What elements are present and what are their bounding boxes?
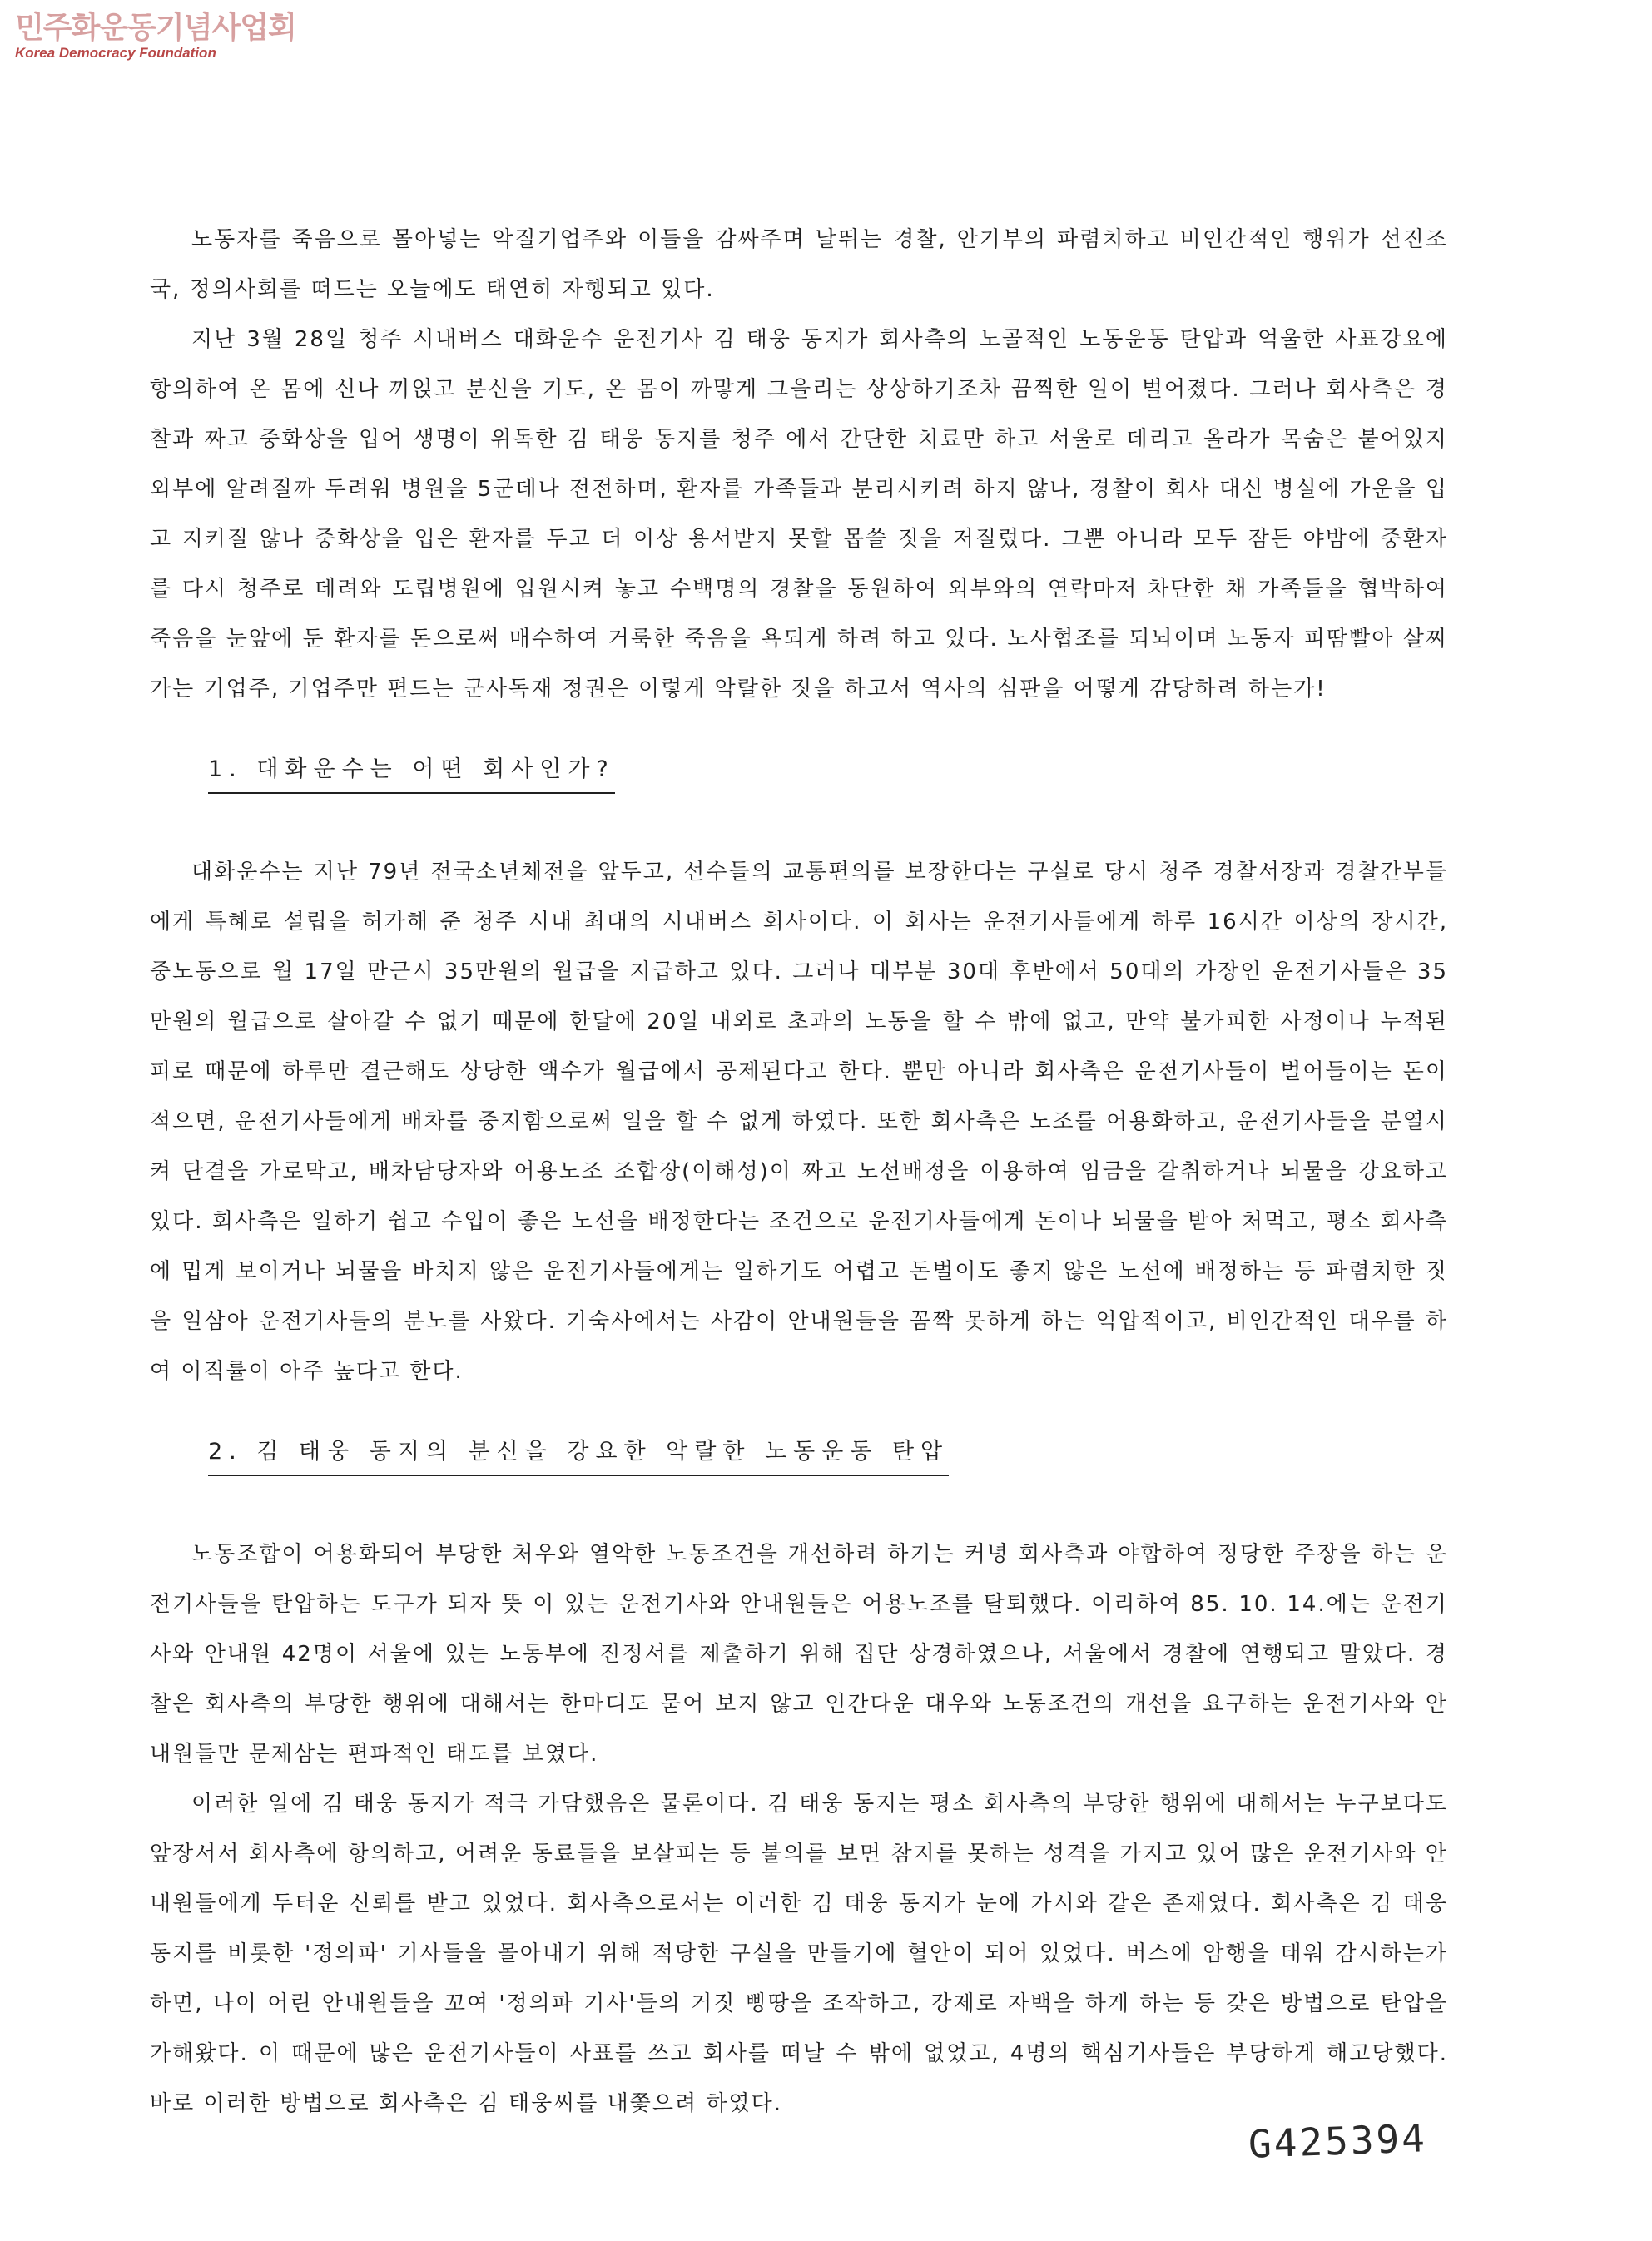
section-1-heading: 1. 대화운수는 어떤 회사인가? [208,747,615,794]
section-1-paragraph-1: 대화운수는 지난 79년 전국소년체전을 앞두고, 선수들의 교통편의를 보장한다는 구실로 당시 청주 경찰서장과 경찰간부들에게 특혜로 설립을 허가해 준 청주 시내 최대의 시내버스 회사이다. 이 회사는 운전기사들에게 하루 16시간 이상의 장시간, 중노동으로 월 17일 만근시 35만원의 월급을 지급하고 있다. 그러나 대부분 30대 후반에서 50대의 가장인 운전기사들은 35만원의 월급으로 살아갈 수 없기 때문에 한달에 20일 내외로 초과의 노동을 할 수 밖에 없고, 만약 불가피한 사정이나 누적된 피로 때문에 하루만 결근해도 상당한 액수가 월급에서 공제된다고 한다. 뿐만 아니라 회사측은 운전기사들이 벌어들이는 돈이 적으면, 운전기사들에게 배차를 중지함으로써 일을 할 수 없게 하였다. 또한 회사측은 노조를 어용화하고, 운전기사들을 분열시켜 단결을 가로막고, 배차담당자와 어용노조 조합장(이해성)이 짜고 노선배정을 이용하여 임금을 갈취하거나 뇌물을 강요하고 있다. 회사측은 일하기 쉽고 수입이 좋은 노선을 배정한다는 조건으로 운전기사들에게 돈이나 뇌물을 받아 처먹고, 평소 회사측에 밉게 보이거나 뇌물을 바치지 않은 운전기사들에게는 일하기도 어렵고 돈벌이도 좋지 않은 노선에 배정하는 등 파렴치한 짓을 일삼아 운전기사들의 분노를 사왔다. 기숙사에서는 사감이 안내원들을 꼼짝 못하게 하는 억압적이고, 비인간적인 대우를 하여 이직률이 아주 높다고 한다. [150,860,1448,1384]
section-1-heading-wrap [150,732,1448,822]
section-2-heading-wrap [150,1415,1448,1505]
intro-paragraph-2: 지난 3월 28일 청주 시내버스 대화운수 운전기사 김 태웅 동지가 회사측의 노골적인 노동운동 탄압과 억울한 사표강요에 항의하여 온 몸에 신나 끼얹고 분신을 기도, 온 몸이 까맣게 그을리는 상상하기조차 끔찍한 일이 벌어졌다. 그러나 회사측은 경찰과 짜고 중화상을 입어 생명이 위독한 김 태웅 동지를 청주 에서 간단한 치료만 하고 서울로 데리고 올라가 목숨은 붙어있지 외부에 알려질까 두려워 병원을 5군데나 전전하며, 환자를 가족들과 분리시키려 하지 않나, 경찰이 회사 대신 병실에 가운을 입고 지키질 않나 중화상을 입은 환자를 두고 더 이상 용서받지 못할 몹쓸 짓을 저질렀다. 그뿐 아니라 모두 잠든 야밤에 중환자를 다시 청주로 데려와 도립병원에 입원시켜 놓고 수백명의 경찰을 동원하여 외부와의 연락마저 차단한 채 가족들을 협박하여 죽음을 눈앞에 둔 환자를 돈으로써 매수하여 거룩한 죽음을 욕되게 하려 하고 있다. 노사협조를 되뇌이며 노동자 피땀빨아 살찌가는 기업주, 기업주만 편드는 군사독재 정권은 이렇게 악랄한 짓을 하고서 역사의 심판을 어떻게 감당하려 하는가! [150,327,1448,702]
document-body [150,215,1448,2129]
section-2-heading: 2. 김 태웅 동지의 분신을 강요한 악랄한 노동운동 탄압 [208,1430,949,1476]
watermark-english-name: Korea Democracy Foundation [15,45,216,61]
section-2-paragraph-2: 이러한 일에 김 태웅 동지가 적극 가담했음은 물론이다. 김 태웅 동지는 평소 회사측의 부당한 행위에 대해서는 누구보다도 앞장서서 회사측에 항의하고, 어려운 동료들을 보살피는 등 불의를 보면 참지를 못하는 성격을 가지고 있어 많은 운전기사와 안내원들에게 두터운 신뢰를 받고 있었다. 회사측으로서는 이러한 김 태웅 동지가 눈에 가시와 같은 존재였다. 회사측은 김 태웅 동지를 비롯한 '정의파' 기사들을 몰아내기 위해 적당한 구실을 만들기에 혈안이 되어 있었다. 버스에 암행을 태워 감시하는가 하면, 나이 어린 안내원들을 꼬여 '정의파 기사'들의 거짓 삥땅을 조작하고, 강제로 자백을 하게 하는 등 갖은 방법으로 탄압을 가해왔다. 이 때문에 많은 운전기사들이 사표를 쓰고 회사를 떠날 수 밖에 없었고, 4명의 핵심기사들은 부당하게 해고당했다. 바로 이러한 방법으로 회사측은 김 태웅씨를 내쫓으려 하였다. [150,1792,1448,2116]
foundation-watermark [15,11,296,62]
intro-paragraph-1: 노동자를 죽음으로 몰아넣는 악질기업주와 이들을 감싸주며 날뛰는 경찰, 안기부의 파렴치하고 비인간적인 행위가 선진조국, 정의사회를 떠드는 오늘에도 태연히 자행되고 있다. [150,227,1448,302]
document-number: G425394 [1248,2115,1428,2167]
section-2-paragraph-1: 노동조합이 어용화되어 부당한 처우와 열악한 노동조건을 개선하려 하기는 커녕 회사측과 야합하여 정당한 주장을 하는 운전기사들을 탄압하는 도구가 되자 뜻 이 있는 운전기사와 안내원들은 어용노조를 탈퇴했다. 이리하여 85. 10. 14.에는 운전기사와 안내원 42명이 서울에 있는 노동부에 진정서를 제출하기 위해 집단 상경하였으나, 서울에서 경찰에 연행되고 말았다. 경찰은 회사측의 부당한 행위에 대해서는 한마디도 묻어 보지 않고 인간다운 대우와 노동조건의 개선을 요구하는 운전기사와 안내원들만 문제삼는 편파적인 태도를 보였다. [150,1542,1448,1767]
watermark-korean-name: 민주화운동기념사업회 [15,11,296,45]
